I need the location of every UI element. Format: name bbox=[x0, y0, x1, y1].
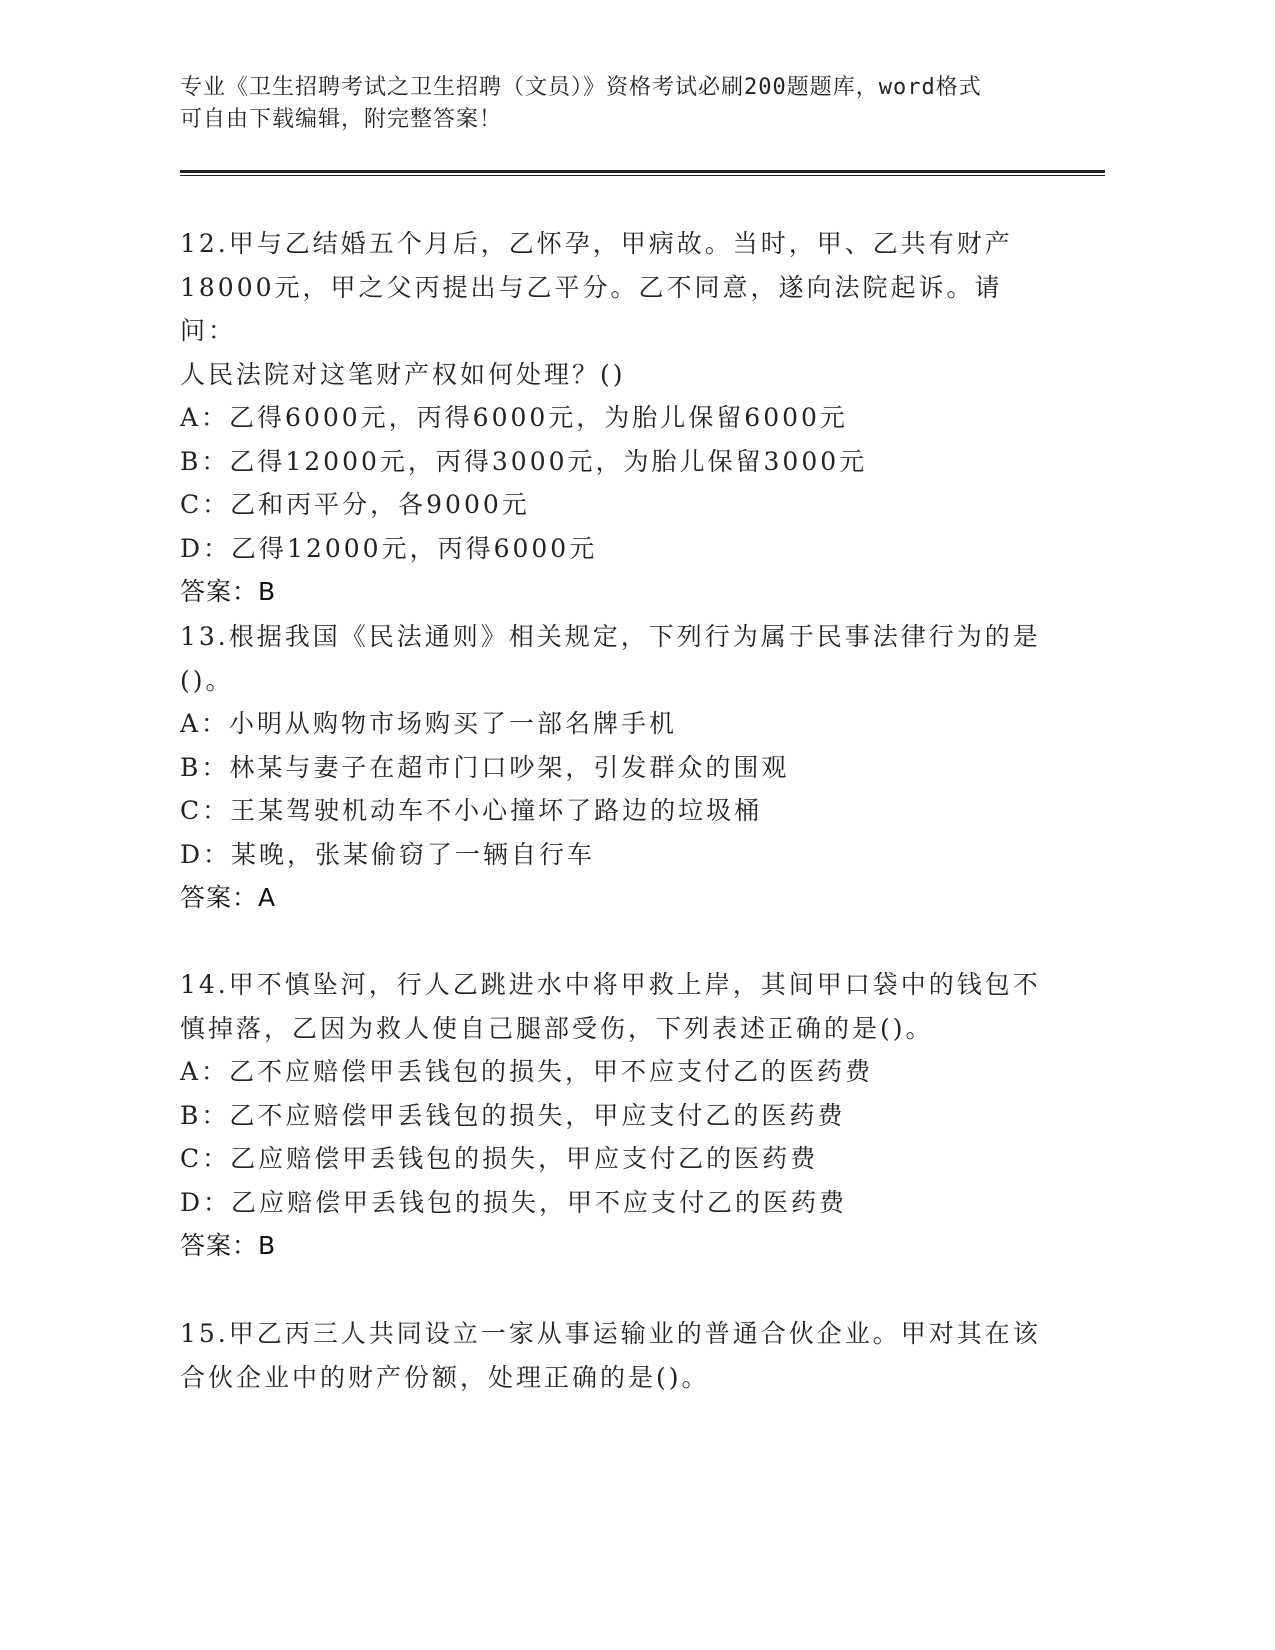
header-divider-thick bbox=[180, 170, 1105, 173]
option-b: B：乙得12000元，丙得3000元，为胎儿保留3000元 bbox=[180, 446, 868, 476]
answer-line: 答案：B bbox=[180, 1231, 277, 1260]
option-a: A：小明从购物市场购买了一部名牌手机 bbox=[180, 709, 678, 738]
question-stem-line: ()。 bbox=[180, 665, 234, 695]
header-line-1: 专业《卫生招聘考试之卫生招聘（文员）》资格考试必刷200题题库，word格式 bbox=[180, 75, 982, 100]
question-stem-line: 12.甲与乙结婚五个月后，乙怀孕，甲病故。当时，甲、乙共有财产 bbox=[180, 229, 1013, 258]
question-13 bbox=[180, 615, 1050, 920]
question-15 bbox=[180, 1312, 1050, 1399]
document-header bbox=[180, 72, 1060, 136]
question-stem-line: 15.甲乙丙三人共同设立一家从事运输业的普通合伙企业。甲对其在该 bbox=[180, 1319, 1041, 1348]
question-14 bbox=[180, 963, 1050, 1268]
option-a: A：乙得6000元，丙得6000元，为胎儿保留6000元 bbox=[180, 403, 848, 432]
question-stem-line: 18000元，甲之父丙提出与乙平分。乙不同意，遂向法院起诉。请问： bbox=[180, 272, 1003, 345]
option-a: A：乙不应赔偿甲丢钱包的损失，甲不应支付乙的医药费 bbox=[180, 1057, 874, 1086]
option-d: D：某晚，张某偷窃了一辆自行车 bbox=[180, 839, 596, 869]
question-stem-line: 人民法院对这笔财产权如何处理？() bbox=[180, 359, 626, 389]
question-12 bbox=[180, 222, 1050, 614]
answer-line: 答案：B bbox=[180, 577, 277, 606]
header-divider-thin bbox=[180, 175, 1105, 176]
question-stem-line: 合伙企业中的财产份额，处理正确的是()。 bbox=[180, 1362, 710, 1392]
answer-line: 答案：A bbox=[180, 883, 277, 912]
option-d: D：乙应赔偿甲丢钱包的损失，甲不应支付乙的医药费 bbox=[180, 1187, 848, 1217]
question-stem-line: 慎掉落，乙因为救人使自己腿部受伤，下列表述正确的是()。 bbox=[180, 1013, 934, 1043]
option-c: C：乙应赔偿甲丢钱包的损失，甲应支付乙的医药费 bbox=[180, 1144, 819, 1173]
question-stem-line: 14.甲不慎坠河，行人乙跳进水中将甲救上岸，其间甲口袋中的钱包不 bbox=[180, 970, 1041, 999]
option-c: C：乙和丙平分，各9000元 bbox=[180, 490, 530, 519]
option-c: C：王某驾驶机动车不小心撞坏了路边的垃圾桶 bbox=[180, 796, 763, 825]
option-d: D：乙得12000元，丙得6000元 bbox=[180, 533, 598, 563]
option-b: B：乙不应赔偿甲丢钱包的损失，甲应支付乙的医药费 bbox=[180, 1100, 846, 1130]
question-stem-line: 13.根据我国《民法通则》相关规定，下列行为属于民事法律行为的是 bbox=[180, 622, 1041, 651]
option-b: B：林某与妻子在超市门口吵架，引发群众的围观 bbox=[180, 752, 790, 782]
header-line-2: 可自由下载编辑，附完整答案！ bbox=[180, 107, 503, 132]
